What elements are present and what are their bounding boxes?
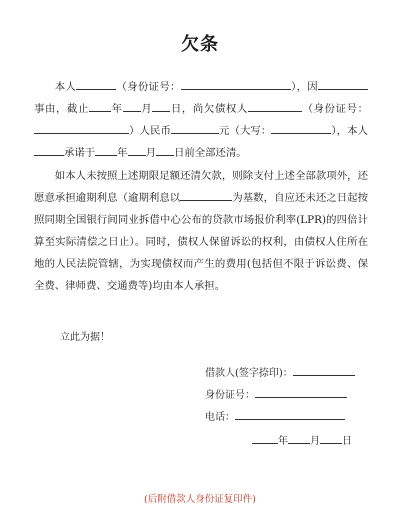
document-title: 欠条 — [181, 34, 219, 55]
phone-line — [235, 408, 345, 420]
date-day-label: 日 — [342, 436, 352, 447]
id-number-row — [205, 386, 347, 401]
text: 为基数，自应还未还之日起按照同期全国银行间同业拆借中心公布的贷款市场报价利率(LPR)的四倍计算至实际清偿之日止）。同时，债权人保留诉讼的权利，由债权人住所在地的人民法院管辖，为实现债权而产生的费用(包括但不限于诉讼费、保全费、律师费、交通费等)均由本人承担。 — [34, 192, 369, 292]
text: 如本人未按照上述期限足额还清欠款，则除支付上述全部款项外，还愿意承担逾期利息（逾期利息以 — [34, 170, 368, 204]
text: ），因 — [290, 81, 319, 93]
text: （身份证号： — [301, 103, 369, 115]
document-body — [34, 76, 368, 297]
text: 年 — [111, 103, 123, 115]
borrower-signature-line — [293, 364, 355, 376]
date-row — [252, 432, 352, 447]
repay-month-blank — [128, 144, 146, 156]
attachment-note: (后附借款人身份证复印件) — [144, 494, 256, 505]
creditor-id-blank — [34, 122, 129, 134]
text: （身份证号： — [116, 81, 181, 93]
borrower-signature-label: 借款人(签字捺印)： — [205, 368, 293, 379]
borrower-signature-row — [205, 364, 355, 379]
text: 月 — [145, 147, 156, 159]
text: 日前全部还清。 — [173, 147, 247, 159]
interest-base-blank — [180, 189, 232, 201]
text: 年 — [117, 147, 128, 159]
closing-statement: 立此为据！ — [60, 332, 110, 343]
date-year-label: 年 — [278, 436, 288, 447]
phone-row — [205, 408, 345, 423]
text: 事由，截止 — [34, 103, 90, 115]
date-day-line — [320, 432, 342, 444]
date-year-line — [252, 432, 278, 444]
paragraph-debt-statement — [34, 76, 368, 164]
repay-day-blank — [156, 144, 174, 156]
creditor-name-blank — [248, 100, 302, 112]
repay-year-blank — [95, 144, 117, 156]
date-month-label: 月 — [310, 436, 320, 447]
borrower-id-blank — [181, 78, 291, 90]
day-blank — [152, 100, 170, 112]
id-number-label: 身份证号： — [205, 390, 255, 401]
amount-blank — [171, 122, 219, 134]
text: 日，尚欠债权人 — [170, 103, 248, 115]
text: 本人 — [54, 81, 77, 93]
phone-label: 电话： — [205, 412, 235, 423]
month-blank — [123, 100, 141, 112]
amount-uppercase-blank — [271, 122, 331, 134]
text: 承诺于 — [64, 147, 96, 159]
date-month-line — [288, 432, 310, 444]
reason-blank — [318, 78, 368, 90]
paragraph-penalty-clause — [34, 165, 368, 297]
year-blank — [89, 100, 111, 112]
signer-blank — [34, 144, 64, 156]
text: 元（大写： — [218, 125, 272, 137]
text: ），本人 — [331, 125, 369, 137]
text: 月 — [140, 103, 153, 115]
text: ）人民币 — [129, 125, 171, 137]
id-number-line — [255, 386, 347, 398]
borrower-name-blank — [76, 78, 116, 90]
